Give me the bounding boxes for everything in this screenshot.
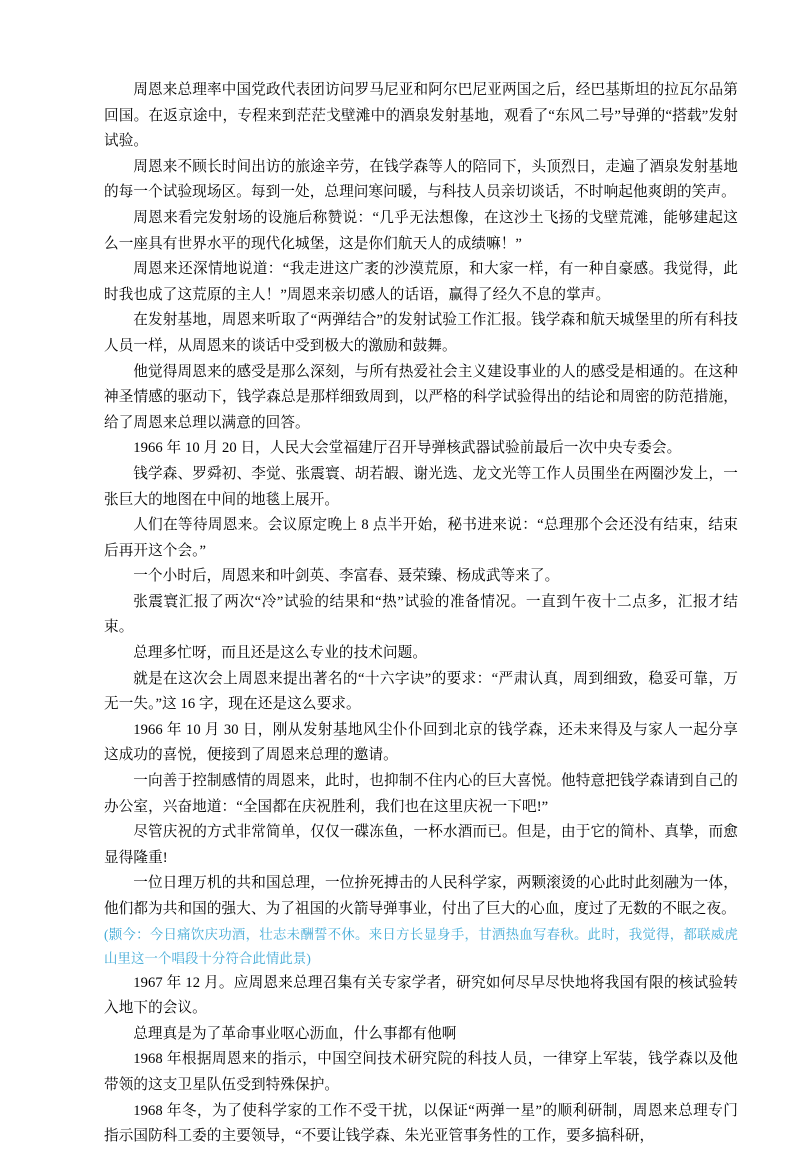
paragraph: 周恩来看完发射场的设施后称赞说：“几乎无法想像，在这沙土飞扬的戈壁荒滩，能够建起这么一座具有世界水平的现代化城堡，这是你们航天人的成绩嘛！”	[104, 209, 738, 252]
document-body	[104, 78, 738, 1150]
paragraph: 就是在这次会上周恩来提出著名的“十六字诀”的要求：“严肃认真，周到细致，稳妥可靠，万无一失。”这 16 字，现在还是这么要求。	[104, 670, 738, 713]
paragraph: 1968 年冬，为了使科学家的工作不受干扰，以保证“两弹一星”的顺利研制，周恩来总理专门指示国防科工委的主要领导，“不要让钱学森、朱光亚管事务性的工作，要多搞科研，	[104, 1102, 738, 1145]
paragraph: 尽管庆祝的方式非常简单，仅仅一碟冻鱼，一杯水酒而已。但是，由于它的简朴、真挚，而愈显得隆重!	[104, 824, 738, 866]
paragraph: 一向善于控制感情的周恩来，此时，也抑制不住内心的巨大喜悦。他特意把钱学森请到自己的办公室，兴奋地道：“全国都在庆祝胜利，我们也在这里庆祝一下吧!”	[104, 773, 738, 815]
paragraph: 1966 年 10 月 20 日，人民大会堂福建厅召开导弹核武器试验前最后一次中央专委会。	[133, 440, 682, 457]
annotation-paragraph: (颢今：今日痛饮庆功酒，壮志未酬誓不休。来日方长显身手，甘洒热血写春秋。此时，我觉得，都联威虎山里这一个唱段十分符合此情此景)	[104, 926, 738, 966]
paragraph: 一位日理万机的共和国总理，一位拚死搏击的人民科学家，两颗滚烫的心此时此刻融为一体，他们都为共和国的强大、为了祖国的火箭导弹事业，付出了巨大的心血，度过了无数的不眠之夜。	[104, 875, 738, 917]
paragraph: 周恩来还深情地说道：“我走进这广袤的沙漠荒原，和大家一样，有一种自豪感。我觉得，此时我也成了这荒原的主人！”周恩来亲切感人的话语，赢得了经久不息的掌声。	[104, 261, 738, 303]
paragraph: 在发射基地，周恩来听取了“两弹结合”的发射试验工作汇报。钱学森和航天城堡里的所有科技人员一样，从周恩来的谈话中受到极大的激励和鼓舞。	[104, 312, 738, 354]
paragraph: 总理多忙呀，而且还是这么专业的技术问题。	[133, 645, 428, 662]
paragraph: 总理真是为了革命事业呕心沥血，什么事都有他啊	[133, 1025, 457, 1042]
paragraph: 周恩来不顾长时间出访的旅途辛劳，在钱学森等人的陪同下，头顶烈日，走遍了酒泉发射基地的每一个试验现场区。每到一处，总理问寒问暖，与科技人员亲切谈话，不时响起他爽朗的笑声。	[104, 158, 738, 201]
paragraph: 周恩来总理率中国党政代表团访问罗马尼亚和阿尔巴尼亚两国之后，经巴基斯坦的拉瓦尔品第回国。在返京途中，专程来到茫茫戈壁滩中的酒泉发射基地，观看了“东风二号”导弹的“搭载”发射试验。	[104, 82, 738, 150]
paragraph: 1967 年 12 月。应周恩来总理召集有关专家学者，研究如何尽早尽快地将我国有限的核试验转入地下的会议。	[104, 974, 738, 1017]
paragraph: 人们在等待周恩来。会议原定晚上 8 点半开始，秘书进来说：“总理那个会还没有结束，结束后再开这个会。”	[104, 517, 738, 559]
paragraph: 一个小时后，周恩来和叶剑英、李富春、聂荣臻、杨成武等来了。	[133, 568, 560, 585]
paragraph: 1966 年 10 月 30 日，刚从发射基地风尘仆仆回到北京的钱学森，还未来得及与家人一起分享这成功的喜悦，便接到了周恩来总理的邀请。	[104, 721, 738, 764]
paragraph: 1968 年根据周恩来的指示，中国空间技术研究院的科技人员，一律穿上军装，钱学森以及他带领的这支卫星队伍受到特殊保护。	[104, 1051, 738, 1093]
paragraph: 钱学森、罗舜初、李觉、张震寰、胡若嘏、谢光选、龙文光等工作人员围坐在两圈沙发上，一张巨大的地图在中间的地毯上展开。	[104, 465, 738, 508]
paragraph: 他觉得周恩来的感受是那么深刻，与所有热爱社会主义建设事业的人的感受是相通的。在这种神圣情感的驱动下，钱学森总是那样细致周到，以严格的科学试验得出的结论和周密的防范措施，给了周恩来总理以满意的回答。	[104, 363, 738, 431]
paragraph: 张震寰汇报了两次“冷”试验的结果和“热”试验的准备情况。一直到午夜十二点多，汇报才结束。	[104, 593, 738, 636]
